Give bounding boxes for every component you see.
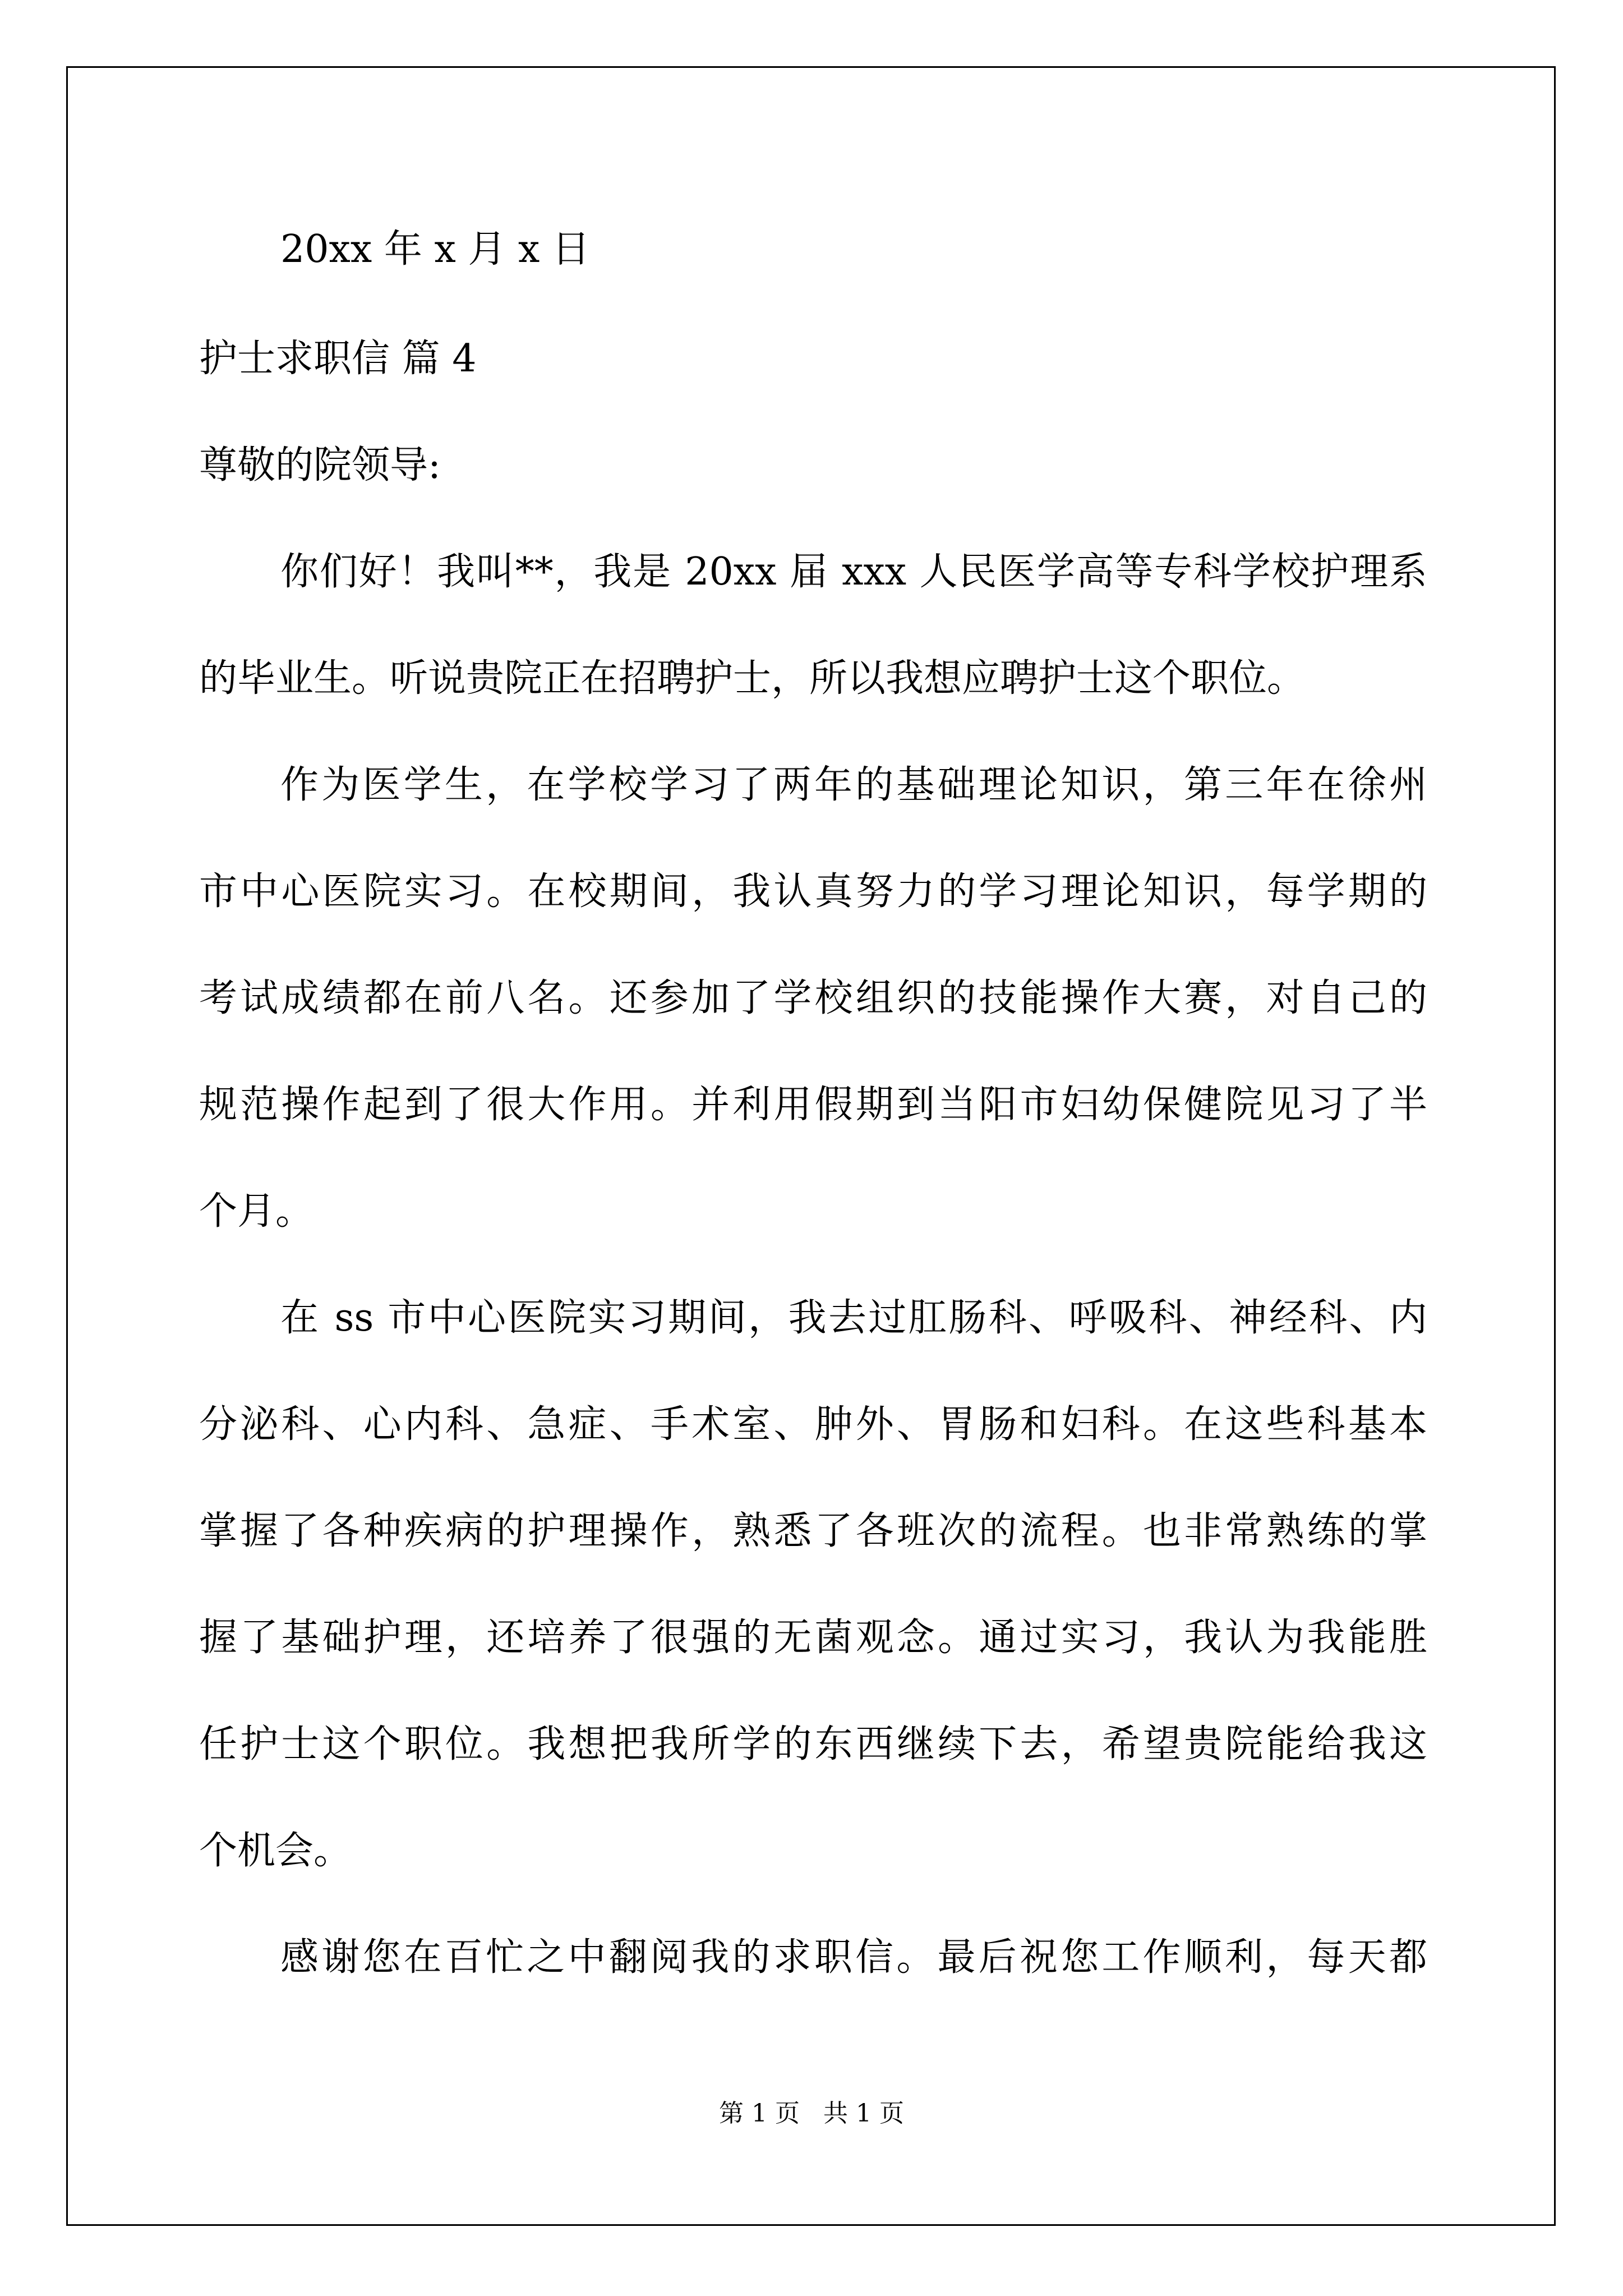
paragraph-line: 握了基础护理，还培养了很强的无菌观念。通过实习，我认为我能胜 xyxy=(199,1616,1427,1660)
paragraph-line: 任护士这个职位。我想把我所学的东西继续下去，希望贵院能给我这 xyxy=(199,1722,1427,1766)
paragraph-line: 规范操作起到了很大作用。并利用假期到当阳市妇幼保健院见习了半 xyxy=(199,1083,1427,1127)
paragraph-line: 个月。 xyxy=(199,1189,314,1234)
paragraph-line: 个机会。 xyxy=(199,1829,352,1873)
paragraph-line: 市中心医院实习。在校期间，我认真努力的学习理论知识，每学期的 xyxy=(199,869,1427,914)
paragraph-line: 感谢您在百忙之中翻阅我的求职信。最后祝您工作顺利，每天都 xyxy=(280,1935,1427,1980)
page-footer: 第 1 页 共 1 页 xyxy=(719,2099,904,2128)
salutation: 尊敬的院领导: xyxy=(199,443,441,487)
paragraph-line: 的毕业生。听说贵院正在招聘护士，所以我想应聘护士这个职位。 xyxy=(199,656,1306,701)
paragraph-line: 你们好！我叫**，我是 20xx 届 xxx 人民医学高等专科学校护理系 xyxy=(280,550,1427,594)
page-border xyxy=(66,66,1556,2226)
paragraph-line: 分泌科、心内科、急症、手术室、肿外、胃肠和妇科。在这些科基本 xyxy=(199,1402,1427,1447)
section-title: 护士求职信 篇 4 xyxy=(199,337,477,381)
paragraph-line: 考试成绩都在前八名。还参加了学校组织的技能操作大赛，对自己的 xyxy=(199,976,1427,1020)
paragraph-line: 作为医学生，在学校学习了两年的基础理论知识，第三年在徐州 xyxy=(280,763,1427,807)
paragraph-line: 掌握了各种疾病的护理操作，熟悉了各班次的流程。也非常熟练的掌 xyxy=(199,1509,1427,1553)
date-line: 20xx 年 x 月 x 日 xyxy=(280,227,591,272)
paragraph-line: 在 ss 市中心医院实习期间，我去过肛肠科、呼吸科、神经科、内 xyxy=(280,1296,1427,1340)
